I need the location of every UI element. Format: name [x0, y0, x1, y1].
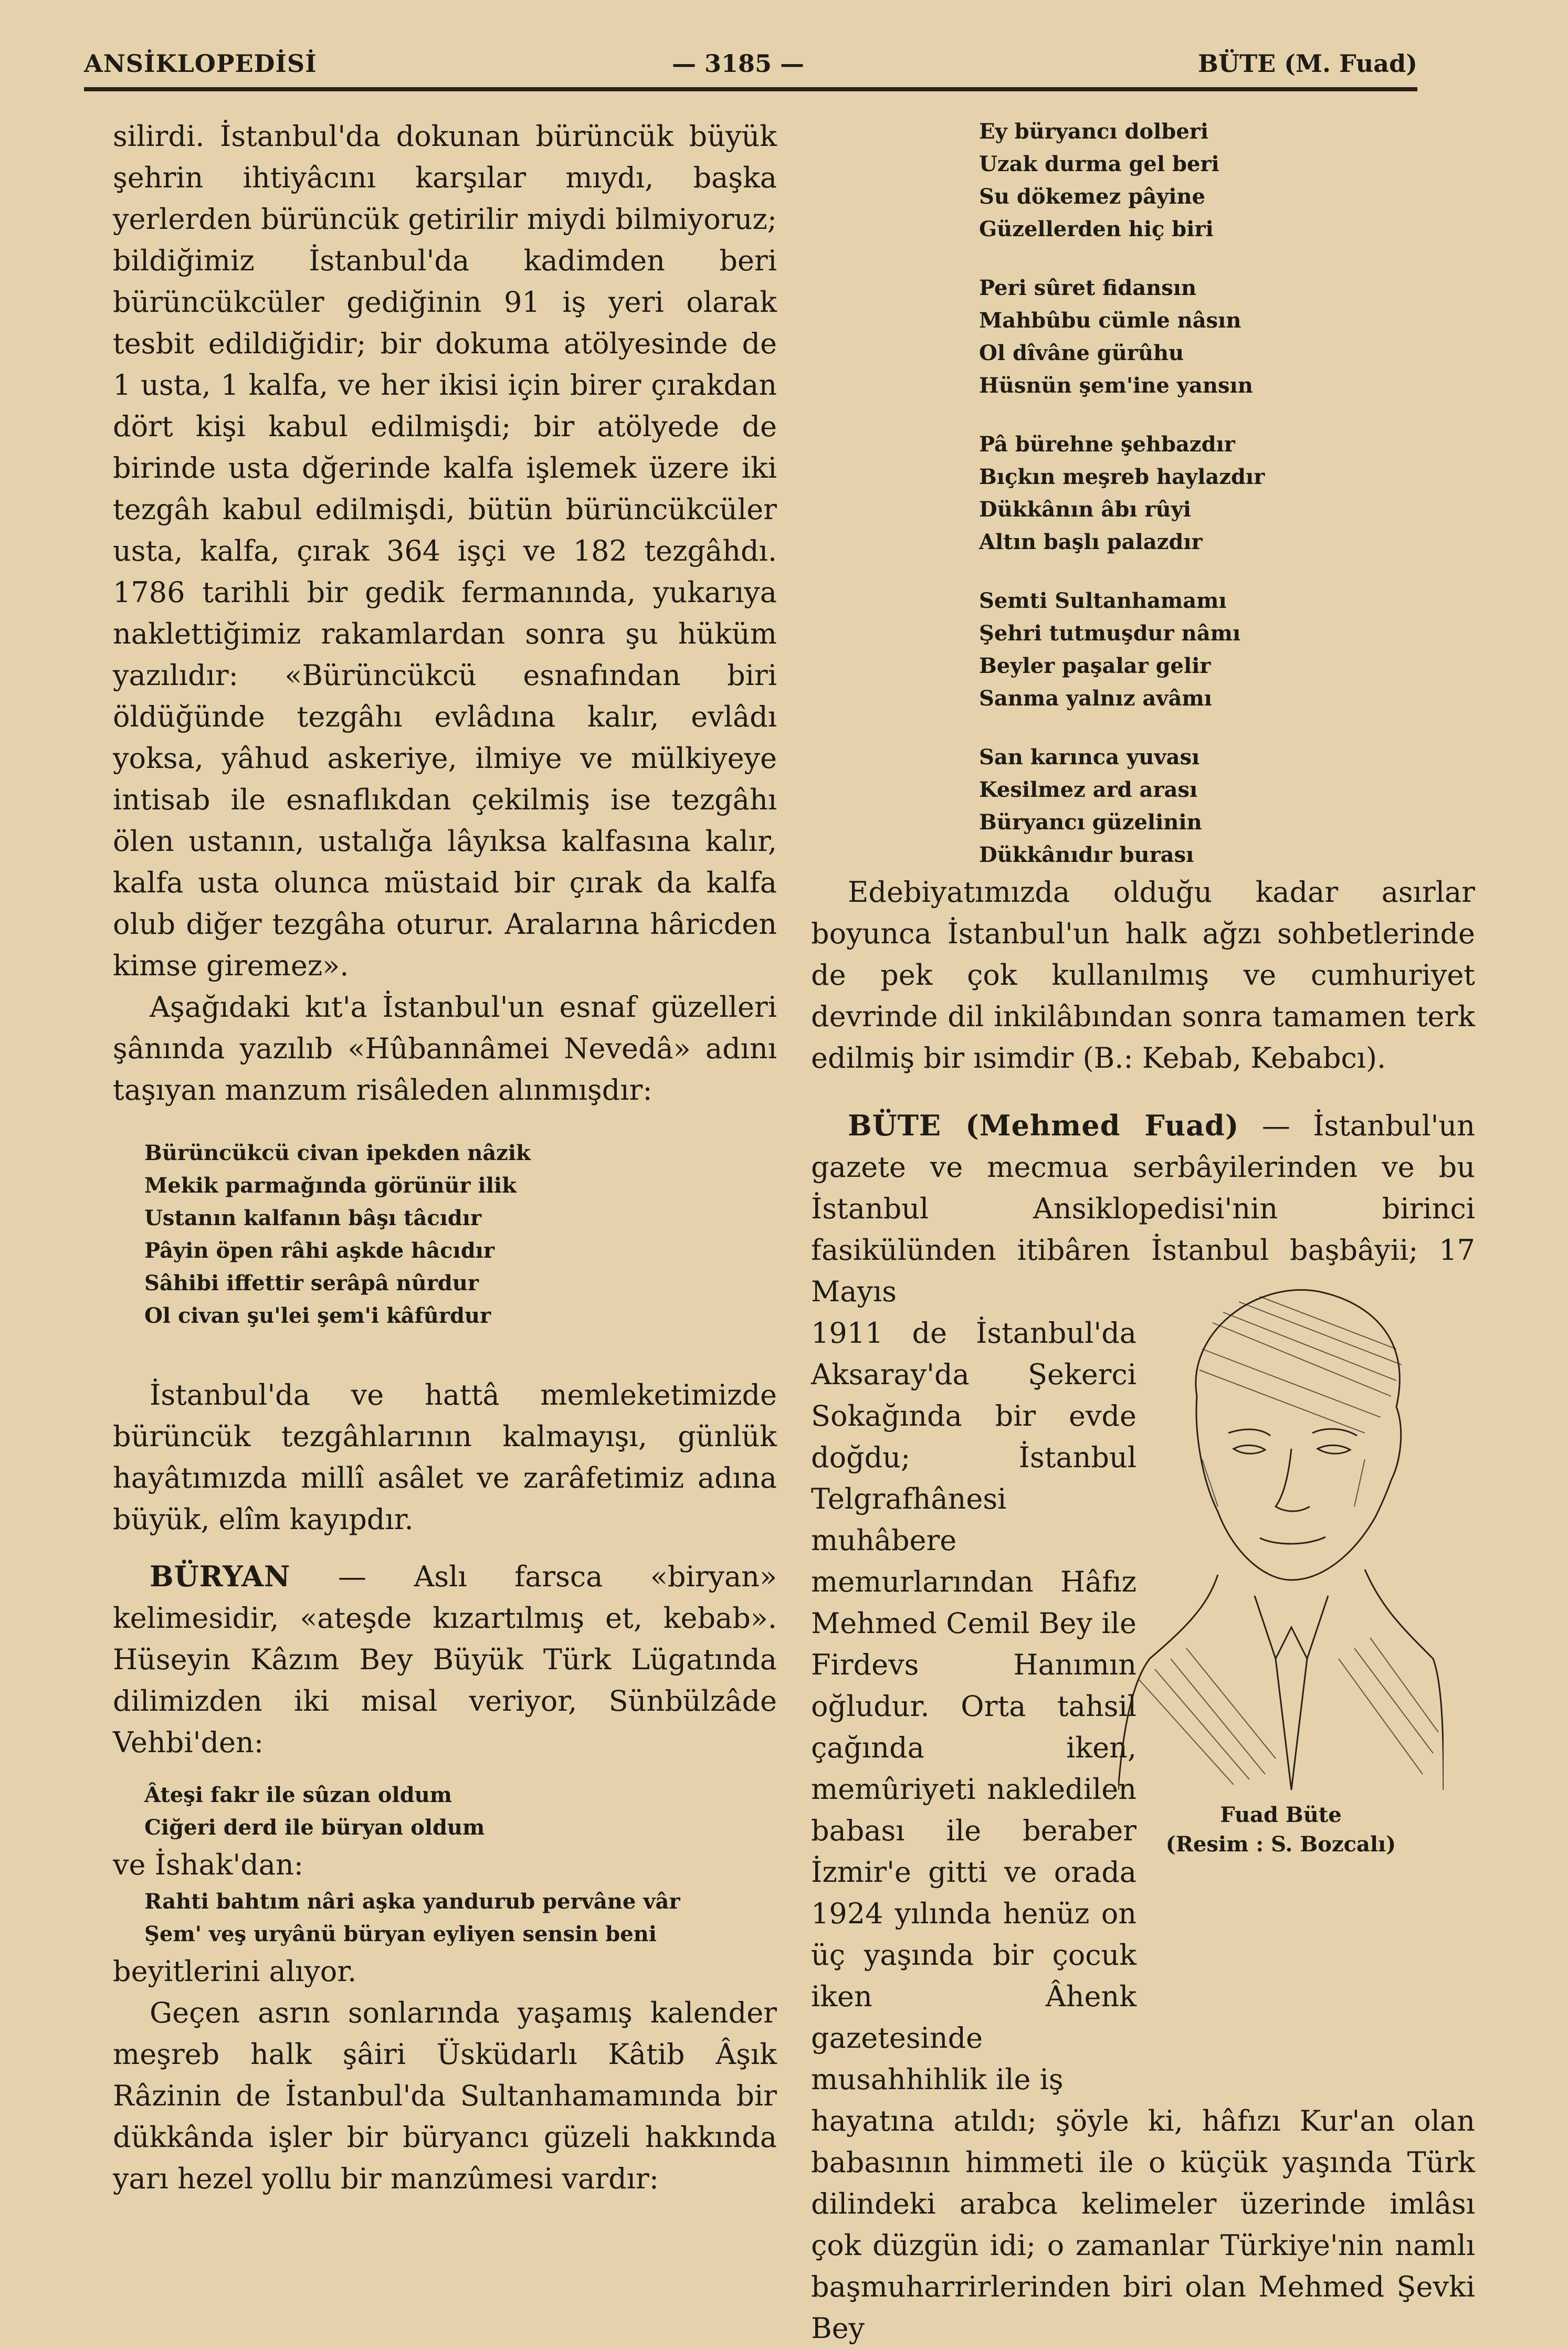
verse-line: Dükkânıdır burası — [979, 842, 1194, 867]
verse-line: Mahbûbu cümle nâsın — [979, 308, 1241, 333]
verse-block — [113, 1137, 777, 1332]
portrait-caption — [1118, 1800, 1444, 1859]
header-rule — [84, 87, 1417, 91]
verse-line: Güzellerden hiç biri — [979, 217, 1214, 241]
verse-stanza — [811, 272, 1475, 402]
verse-block — [113, 1885, 777, 1951]
entry-title: BÜTE (Mehmed Fuad) — [848, 1109, 1239, 1142]
paragraph: İstanbul'da ve hattâ memleketimizde bürüncük tezgâhlarının kalmayışı, günlük hayâtımızda millî asâlet ve zarâfetimiz adına büyük, elîm kayıpdır. — [113, 1378, 777, 1536]
entry-bute-wrapped-text: 1911 de İstanbul'da Aksaray'da Şekerci Sokağında bir evde doğdu; İstanbul Telgrafhânesi muhâbere memurlarından Hâfız Mehmed Cemil Bey ile Firdevs Hanımın oğludur. Orta tahsil çağında iken, memûriyeti nakledilen babası ile beraber İzmir'e gitti ve orada 1924 yılında henüz on üç yaşında bir çocuk iken Âhenk gazetesinde musahhihlik ile iş — [811, 1316, 1136, 2096]
verse-stanza — [811, 585, 1475, 715]
verse-line: Şehri tutmuşdur nâmı — [979, 621, 1241, 646]
verse-line: Şem' veş uryânü büryan eyliyen sensin beni — [144, 1922, 657, 1946]
portrait-sketch — [1118, 1260, 1444, 1790]
verse-line: Dükkânın âbı rûyi — [979, 497, 1192, 522]
entry-text: — Aslı farsca «biryan» kelimesidir, «ateşde kızartılmış et, kebab». Hüseyin Kâzım Bey Büyük Türk Lügatında dilimizden iki misal veriyor, Sünbülzâde Vehbi'den: — [113, 1560, 777, 1759]
header-title: ANSİKLOPEDİSİ — [84, 49, 317, 78]
verse-line: Beyler paşalar gelir — [979, 654, 1211, 678]
page-number: — 3185 — — [672, 49, 805, 78]
header-entry-range: BÜTE (M. Fuad) — [1197, 49, 1417, 78]
verse-line: Pâ bürehne şehbazdır — [979, 432, 1235, 457]
verse-stanza — [811, 428, 1475, 559]
verse-block — [113, 1779, 777, 1844]
verse-line: Ciğeri derd ile büryan oldum — [144, 1815, 485, 1840]
paragraph: beyitlerini alıyor. — [113, 1955, 357, 1988]
entry-buryan — [113, 1556, 777, 1763]
entry-text: — İstanbul'un gazete ve mecmua serbâyilerinden ve bu İstanbul Ansiklopedisi'nin birinci fasikülünden itibâren İstanbul başbâyii; 17 Mayıs — [811, 1109, 1475, 1308]
verse-line: Pâyin öpen râhi aşkde hâcıdır — [144, 1238, 494, 1263]
verse-line: Rahti bahtım nâri aşka yandurub pervâne vâr — [144, 1889, 680, 1914]
verse-line: Peri sûret fidansın — [979, 276, 1197, 300]
verse-line: Bürüncükcü civan ipekden nâzik — [144, 1141, 531, 1165]
verse-line: Ey büryancı dolberi — [979, 119, 1209, 144]
verse-line: Büryancı güzelinin — [979, 810, 1202, 835]
paragraph: Aşağıdaki kıt'a İstanbul'un esnaf güzelleri şânında yazılıb «Hûbannâmei Nevedâ» adını taşıyan manzum risâleden alınmışdır: — [113, 991, 777, 1107]
verse-stanza — [811, 115, 1475, 246]
verse-line: Ol dîvâne gürûhu — [979, 341, 1184, 365]
verse-line: Hüsnün şem'ine yansın — [979, 373, 1253, 398]
verse-line: Mekik parmağında görünür ilik — [144, 1173, 517, 1198]
verse-line: Sâhibi iffettir serâpâ nûrdur — [144, 1271, 479, 1295]
verse-line: Sanma yalnız avâmı — [979, 686, 1212, 711]
paragraph: Geçen asrın sonlarında yaşamış kalender meşreb halk şâiri Üsküdarlı Kâtib Âşık Râzinin de İstanbul'da Sultanhamamında bir dükkânda işler bir büryancı güzeli hakkında yarı hezel yollu bir manzûmesi vardır: — [113, 1996, 777, 2195]
caption-name: Fuad Büte — [1220, 1803, 1342, 1827]
verse-line: San karınca yuvası — [979, 745, 1200, 770]
paragraph: Edebiyatımızda olduğu kadar asırlar boyunca İstanbul'un halk ağzı sohbetlerinde de pek çok kullanılmış ve cumhuriyet devrinde dil inkilâbından sonra tamamen terk edilmiş bir ısimdir (B.: Kebab, Kebabcı). — [811, 876, 1475, 1075]
right-column — [811, 115, 1475, 2349]
verse-line: Altın başlı palazdır — [979, 530, 1203, 554]
verse-line: Ustanın kalfanın bâşı tâcıdır — [144, 1206, 482, 1230]
page-header — [84, 41, 1417, 83]
verse-line: Bıçkın meşreb haylazdır — [979, 465, 1265, 489]
paragraph: silirdi. İstanbul'da dokunan bürüncük büyük şehrin ihtiyâcını karşılar mıydı, başka yerlerden bürüncük getirilir miydi bilmiyoruz; bildiğimiz İstanbul'da kadimden beri bürüncükcüler gediğinin 91 iş yeri olarak tesbit edildiğidir; bir dokuma atölyesinde de 1 usta, 1 kalfa, ve her ikisi için birer çırakdan dört kişi kabul edilmişdi; bir atölyede de birinde usta dğerinde kalfa işlemek üzere iki tezgâh kabul edilmişdi, bütün bürüncükcüler usta, kalfa, çırak 364 işçi ve 182 tezgâhdı. 1786 tarihli bir gedik fermanında, yukarıya naklettiğimiz rakamlardan sonra şu hüküm yazılıdır: «Bürüncükcü esnafından biri öldüğünde tezgâhı evlâdına kalır, evlâdı yoksa, yâhud askeriye, ilmiye ve mülkiyeye intisab ile esnaflıkdan çekilmiş ise tezgâhı ölen ustanın, ustalığa lâyıksa kalfasına kalır, kalfa usta olunca müstaid bir çırak da kalfa olub diğer tezgâha oturur. Aralarına hâricden kimse giremez». — [113, 120, 777, 982]
entry-title: BÜRYAN — [150, 1560, 291, 1593]
caption-credit: (Resim : S. Bozcalı) — [1165, 1832, 1396, 1857]
verse-line: Semti Sultanhamamı — [979, 588, 1227, 613]
verse-line: Uzak durma gel beri — [979, 152, 1219, 176]
portrait-figure — [1118, 1260, 1444, 1859]
left-column — [113, 115, 777, 2199]
entry-bute-continued: hayatına atıldı; şöyle ki, hâfızı Kur'an olan babasının himmeti ile o küçük yaşında Türk dilindeki arabca kelimeler üzerinde imlâsı çok düzgün idi; o zamanlar Türkiye'nin namlı başmuharrirlerinden biri olan Mehmed Şevki Bey — [811, 2104, 1475, 2345]
paragraph: ve İshak'dan: — [113, 1848, 303, 1881]
verse-line: Kesilmez ard arası — [979, 777, 1198, 802]
verse-stanza — [811, 741, 1475, 871]
verse-line: Su dökemez pâyine — [979, 184, 1205, 209]
verse-line: Ol civan şu'lei şem'i kâfûrdur — [144, 1303, 491, 1328]
verse-line: Âteşi fakr ile sûzan oldum — [144, 1783, 452, 1807]
